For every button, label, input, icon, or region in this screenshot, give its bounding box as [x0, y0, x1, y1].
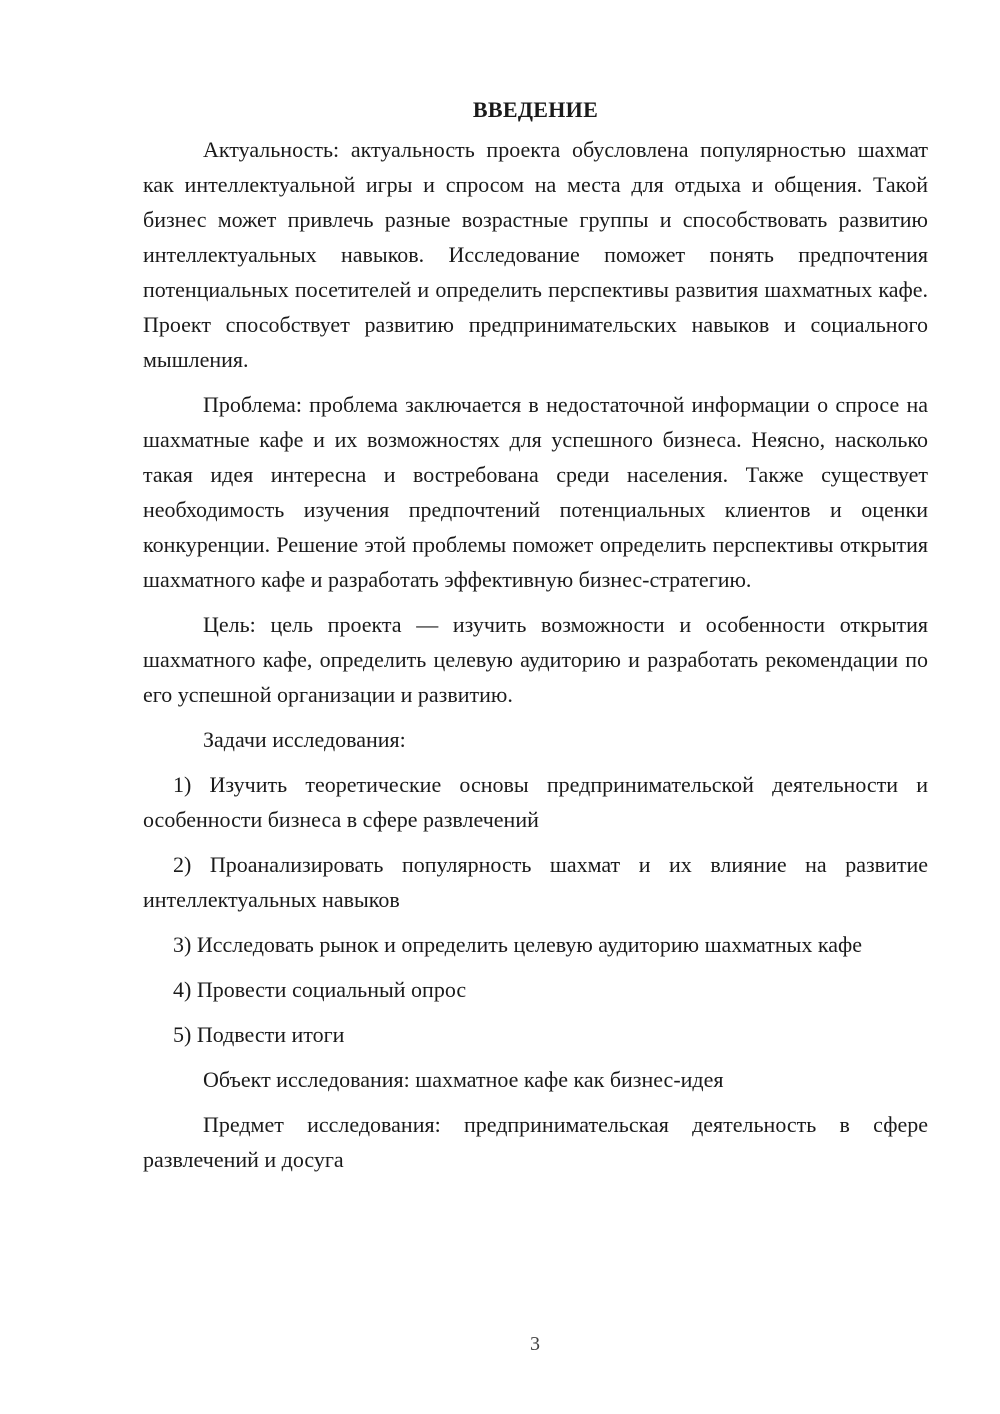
page-title: ВВЕДЕНИЕ [472, 97, 599, 122]
paragraph-object: Объект исследования: шахматное кафе как бизнес-идея [203, 1067, 724, 1092]
list-item: 3) Исследовать рынок и определить целевую аудиторию шахматных кафе [173, 932, 863, 957]
list-item: 4) Провести социальный опрос [173, 977, 467, 1002]
list-item: 5) Подвести итоги [173, 1022, 345, 1047]
tasks-heading: Задачи исследования: [203, 727, 406, 752]
paragraph-relevance: Актуальность: актуальность проекта обусловлена популярностью шахмат как интеллектуальной игры и спросом на места для отдыха и общения. Такой бизнес может привлечь разные возрастные группы и способствовать развитию интеллектуальных навыков. Исследование поможет понять предпочтения потенциальных посетителей и определить перспективы развития шахматных кафе. Проект способствует развитию предпринимательских навыков и социального мышления. [143, 137, 928, 372]
page-content [143, 92, 928, 1187]
tasks-list [143, 767, 928, 1052]
paragraph-subject: Предмет исследования: предпринимательская деятельность в сфере развлечений и досуга [143, 1112, 928, 1172]
paragraph-problem: Проблема: проблема заключается в недостаточной информации о спросе на шахматные кафе и их возможностях для успешного бизнеса. Неясно, насколько такая идея интересна и востребована среди населения. Также существует необходимость изучения предпочтений потенциальных клиентов и оценки конкуренции. Решение этой проблемы поможет определить перспективы открытия шахматного кафе и разработать эффективную бизнес-стратегию. [143, 392, 928, 592]
list-item: 2) Проанализировать популярность шахмат и их влияние на развитие интеллектуальных навыков [143, 852, 928, 912]
list-item: 1) Изучить теоретические основы предпринимательской деятельности и особенности бизнеса в сфере развлечений [143, 772, 928, 832]
page-number: 3 [530, 1333, 540, 1355]
paragraph-goal: Цель: цель проекта — изучить возможности и особенности открытия шахматного кафе, определить целевую аудиторию и разработать рекомендации по его успешной организации и развитию. [143, 612, 928, 707]
